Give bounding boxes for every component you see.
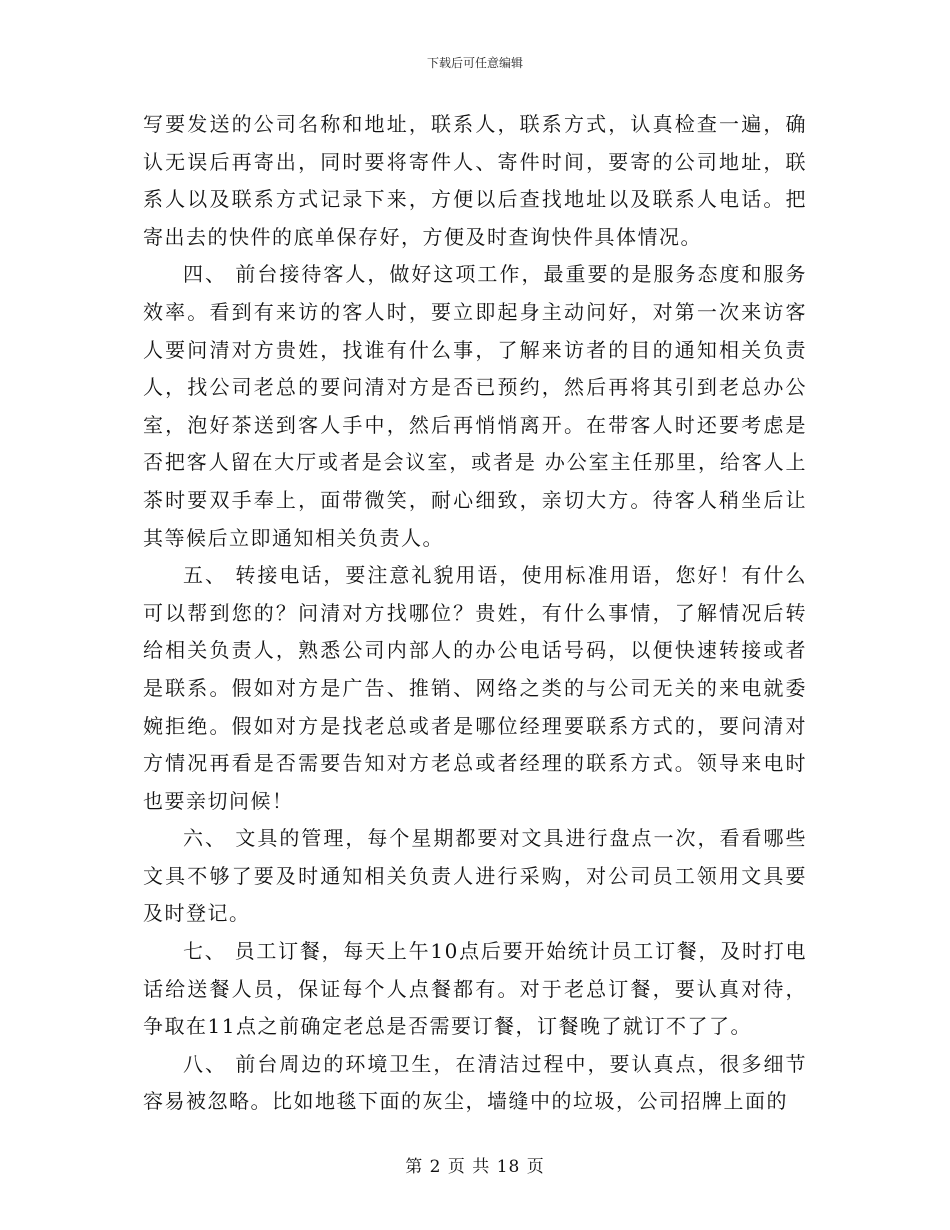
- page-footer: 第 2 页 共 18 页: [405, 1157, 545, 1177]
- paragraph-section-8: 八、 前台周边的环境卫生，在清洁过程中，要认真点，很多细节容易被忽略。比如地毯下面的灰尘，墙缝中的垃圾，公司招牌上面的: [143, 1051, 807, 1114]
- paragraph-section-4: 四、 前台接待客人，做好这项工作，最重要的是服务态度和服务效率。看到有来访的客人时，要立即起身主动问好，对第一次来访客人要问清对方贵姓，找谁有什么事，了解来访者的目的通知相关负责人，找公司老总的要问清对方是否已预约，然后再将其引到老总办公室，泡好茶送到客人手中，然后再悄悄离开。在带客人时还要考虑是否把客人留在大厅或者是会议室，或者是 办公室主任那里，给客人上茶时要双手奉上，面带微笑，耐心细致，亲切大方。待客人稍坐后让其等候后立即通知相关负责人。: [143, 262, 807, 550]
- document-body: [143, 106, 807, 1121]
- paragraph-mailing: 写要发送的公司名称和地址，联系人，联系方式，认真检查一遍，确认无误后再寄出，同时要将寄件人、寄件时间，要寄的公司地址，联系人以及联系方式记录下来，方便以后查找地址以及联系人电话。把寄出去的快件的底单保存好，方便及时查询快件具体情况。: [143, 112, 807, 249]
- paragraph-section-5: 五、 转接电话，要注意礼貌用语，使用标准用语，您好！有什么可以帮到您的？问清对方找哪位？贵姓，有什么事情，了解情况后转给相关负责人，熟悉公司内部人的办公电话号码，以便快速转接或者是联系。假如对方是广告、推销、网络之类的与公司无关的来电就委婉拒绝。假如对方是找老总或者是哪位经理要联系方式的，要问清对方情况再看是否需要告知对方老总或者经理的联系方式。领导来电时也要亲切问候！: [143, 563, 807, 813]
- paragraph-section-6: 六、 文具的管理，每个星期都要对文具进行盘点一次，看看哪些文具不够了要及时通知相关负责人进行采购，对公司员工领用文具要及时登记。: [143, 826, 807, 926]
- page-header: 下载后可任意编辑: [426, 56, 523, 70]
- paragraph-section-7: 七、 员工订餐，每天上午10点后要开始统计员工订餐，及时打电话给送餐人员，保证每个人点餐都有。对于老总订餐，要认真对待，争取在11点之前确定老总是否需要订餐，订餐晚了就订不了了。: [143, 939, 807, 1039]
